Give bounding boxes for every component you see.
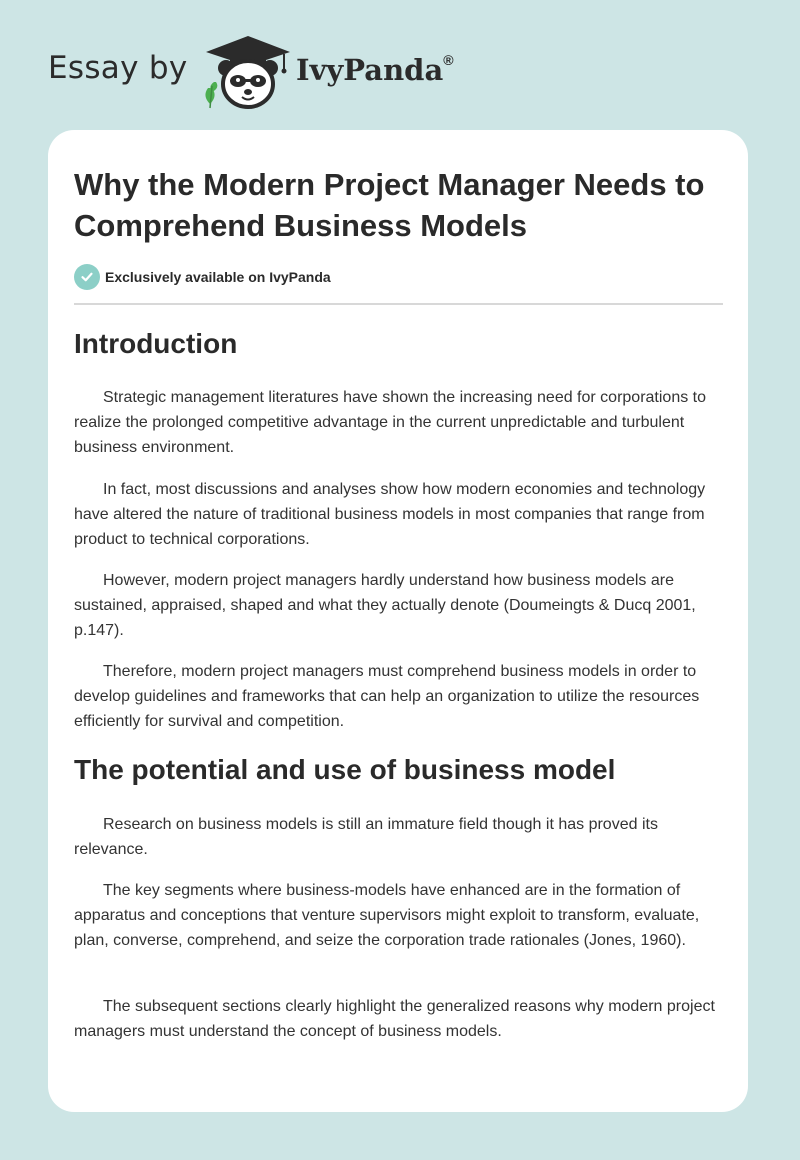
brand-label: IvyPanda bbox=[296, 53, 444, 87]
badge-label: Exclusively available on IvyPanda bbox=[105, 269, 331, 285]
site-header bbox=[0, 0, 800, 130]
registered-mark: ® bbox=[443, 52, 454, 69]
availability-badge bbox=[74, 264, 331, 290]
brand-name[interactable] bbox=[296, 53, 454, 87]
paragraph: Therefore, modern project managers must comprehend business models in order to develop guidelines and frameworks that can help an organization to utilize the resources efficiently for survival and competition. bbox=[74, 663, 700, 730]
paragraph: Research on business models is still an immature field though it has proved its relevance. bbox=[74, 816, 658, 858]
paragraph: The subsequent sections clearly highlight the generalized reasons why modern project managers must understand the concept of business models. bbox=[74, 998, 715, 1040]
panda-logo-icon[interactable] bbox=[200, 34, 296, 110]
section-heading-potential-and-use: The potential and use of business model bbox=[74, 754, 616, 785]
article-title: Why the Modern Project Manager Needs to Comprehend Business Models bbox=[74, 167, 705, 243]
paragraph: Strategic management literatures have shown the increasing need for corporations to realize the prolonged competitive advantage in the current unpredictable and turbulent business environment. bbox=[74, 389, 707, 456]
paragraph: The key segments where business-models have enhanced are in the formation of apparatus and conceptions that venture supervisors might exploit to transform, evaluate, plan, converse, comprehend, and seize the corporation trade rationales (Jones, 1960). bbox=[74, 882, 700, 949]
article-card bbox=[48, 130, 748, 1112]
essay-by-label: Essay by bbox=[48, 50, 188, 86]
section-heading-introduction: Introduction bbox=[74, 328, 238, 359]
divider bbox=[74, 303, 723, 305]
paragraph: In fact, most discussions and analyses show how modern economies and technology have altered the nature of traditional business models in most companies that range from product to technical corporations. bbox=[74, 481, 706, 548]
paragraph: However, modern project managers hardly understand how business models are sustained, appraised, shaped and what they actually denote (Doumeingts & Ducq 2001, p.147). bbox=[74, 572, 696, 639]
check-circle-icon bbox=[74, 264, 100, 290]
